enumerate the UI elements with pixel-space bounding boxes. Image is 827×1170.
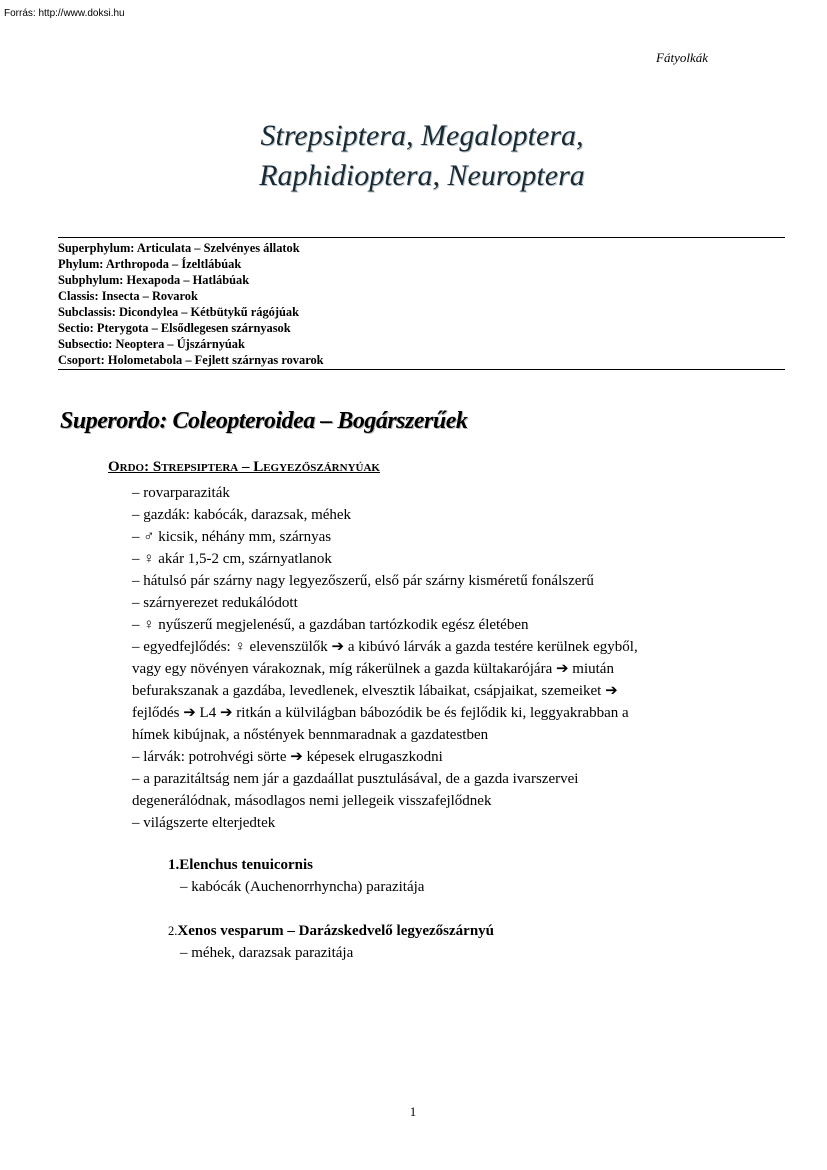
description-line: – ♀ nyűszerű megjelenésű, a gazdában tartózkodik egész életében bbox=[132, 617, 529, 633]
source-note: Forrás: http://www.doksi.hu bbox=[4, 8, 125, 19]
running-header: Fátyolkák bbox=[656, 50, 708, 65]
title-line-2: Raphidioptera, Neuroptera bbox=[259, 159, 585, 192]
ordo-description bbox=[132, 482, 732, 834]
description-line: – rovarparaziták bbox=[132, 485, 230, 501]
species-description: – méhek, darazsak parazitája bbox=[180, 945, 354, 961]
description-line: hímek kibújnak, a nőstények bennmaradnak a gazdatestben bbox=[132, 727, 489, 743]
description-line: – gazdák: kabócák, darazsak, méhek bbox=[132, 507, 352, 523]
species-entry bbox=[168, 920, 688, 964]
taxonomy-line: Subsectio: Neoptera – Újszárnyúak bbox=[58, 337, 245, 351]
description-line: – világszerte elterjedtek bbox=[132, 815, 276, 831]
description-line: – ♂ kicsik, néhány mm, szárnyas bbox=[132, 529, 332, 545]
species-title bbox=[168, 854, 688, 876]
taxonomy-line: Subphylum: Hexapoda – Hatlábúak bbox=[58, 273, 250, 287]
page-number: 1 bbox=[409, 1104, 417, 1119]
taxonomy-line: Subclassis: Dicondylea – Kétbütykű rágójúak bbox=[58, 305, 299, 319]
description-line: – hátulsó pár szárny nagy legyezőszerű, első pár szárny kisméretű fonálszerű bbox=[132, 573, 594, 589]
taxonomy-line: Csoport: Holometabola – Fejlett szárnyas rovarok bbox=[58, 353, 324, 367]
species-title bbox=[168, 920, 688, 942]
description-line: fejlődés ➔ L4 ➔ ritkán a külvilágban bábozódik be és fejlődik ki, leggyakrabban a bbox=[132, 705, 629, 721]
description-line: degenerálódnak, másodlagos nemi jellegeik visszafejlődnek bbox=[132, 793, 492, 809]
species-description: – kabócák (Auchenorrhyncha) parazitája bbox=[180, 879, 425, 895]
title-line-1: Strepsiptera, Megaloptera, bbox=[260, 119, 584, 152]
species-number: 2. bbox=[168, 924, 178, 938]
ordo-heading: Ordo: Strepsiptera – Legyezőszárnyúak bbox=[108, 459, 380, 475]
description-line: vagy egy növényen várakoznak, míg rákerülnek a gazda kültakarójára ➔ miután bbox=[132, 661, 614, 677]
page-title bbox=[200, 116, 644, 196]
species-name: Xenos vesparum – Darázskedvelő legyezőszárnyú bbox=[177, 923, 495, 939]
description-line: – lárvák: potrohvégi sörte ➔ képesek elrugaszkodni bbox=[132, 749, 443, 765]
species-entry bbox=[168, 854, 688, 898]
species-name: Elenchus tenuicornis bbox=[179, 857, 314, 873]
description-line: – a parazitáltság nem jár a gazdaállat pusztulásával, de a gazda ivarszervei bbox=[132, 771, 579, 787]
description-line: befurakszanak a gazdába, levedlenek, elvesztik lábaikat, csápjaikat, szemeiket ➔ bbox=[132, 683, 618, 699]
taxonomy-line: Phylum: Arthropoda – Ízeltlábúak bbox=[58, 257, 242, 271]
superordo-heading: Superordo: Coleopteroidea – Bogárszerűek bbox=[60, 408, 468, 434]
species-number: 1. bbox=[168, 857, 180, 873]
taxonomy-line: Classis: Insecta – Rovarok bbox=[58, 289, 198, 303]
description-line: – egyedfejlődés: ♀ elevenszülők ➔ a kibúvó lárvák a gazda testére kerülnek egyből, bbox=[132, 639, 638, 655]
description-line: – ♀ akár 1,5-2 cm, szárnyatlanok bbox=[132, 551, 332, 567]
taxonomy-line: Superphylum: Articulata – Szelvényes állatok bbox=[58, 241, 300, 255]
taxonomy-box bbox=[58, 237, 785, 370]
taxonomy-line: Sectio: Pterygota – Elsődlegesen szárnyasok bbox=[58, 321, 291, 335]
description-line: – szárnyerezet redukálódott bbox=[132, 595, 298, 611]
